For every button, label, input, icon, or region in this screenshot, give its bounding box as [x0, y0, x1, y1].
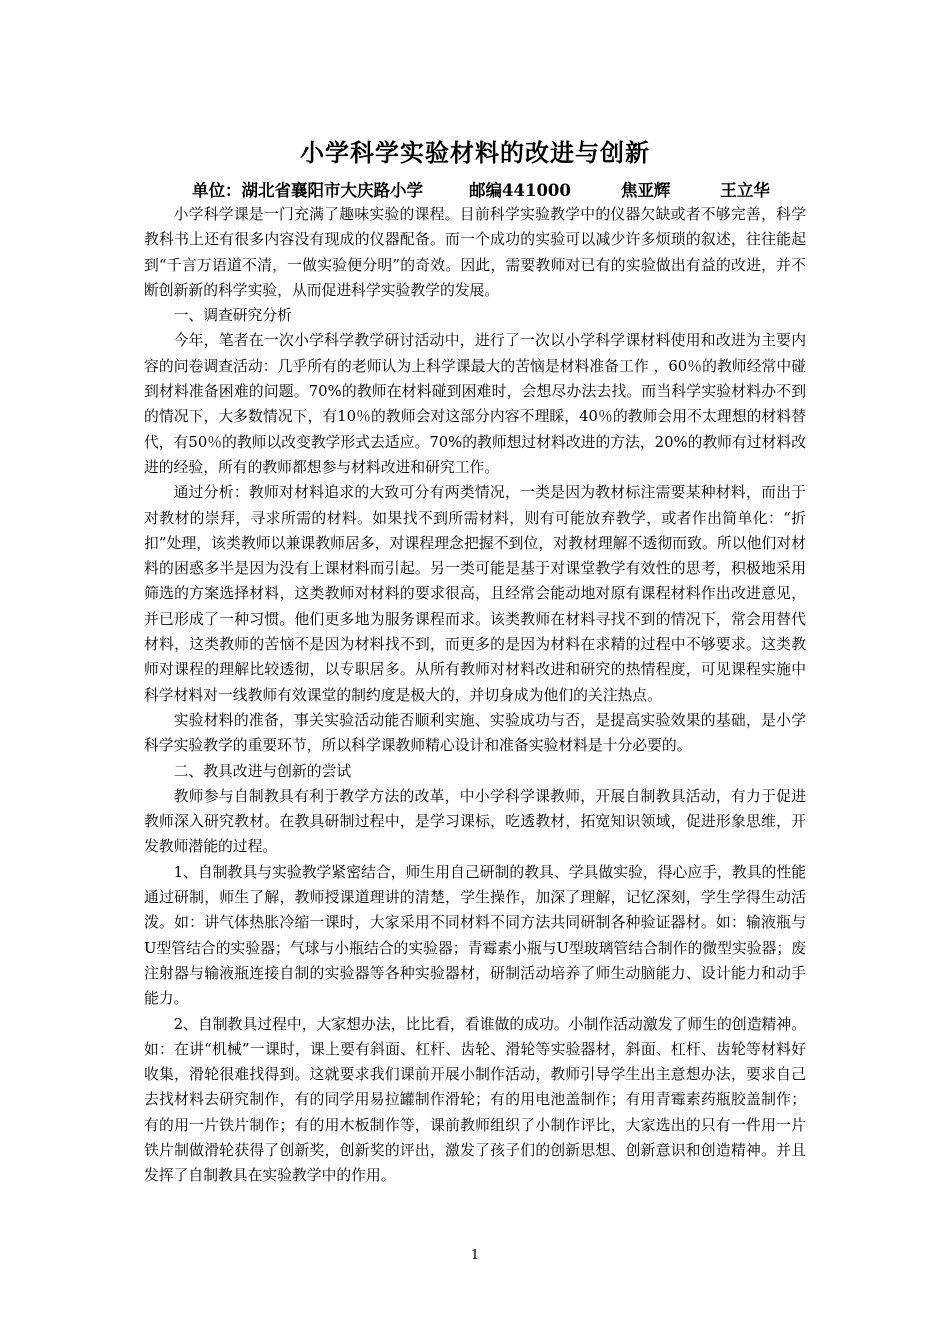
byline-author-1: 焦亚辉 — [620, 181, 671, 200]
byline-postcode: 邮编441000 — [469, 181, 571, 200]
byline — [192, 177, 770, 201]
paragraph-point-2: 2、自制教具过程中，大家想办法，比比看，看谁做的成功。小制作活动激发了师生的创造精神。如：在讲“机械”一课时，课上要有斜面、杠杆、齿轮、滑轮等实验器材，斜面、杠杆、齿轮等材料好收集，滑轮很难找得到。这就要求我们课前开展小制作活动，教师引导学生出主意想办法，要求自己去找材料去研究制作，有的同学用易拉罐制作滑轮；有的用电池盖制作；有用青霉素药瓶胶盖制作；有的用一片铁片制作；有的用木板制作等，课前教师组织了小制作评比，大家选出的只有一件用一片铁片制做滑轮获得了创新奖，创新奖的评出，激发了孩子们的创新思想、创新意识和创造精神。并且发挥了自制教具在实验教学中的作用。 — [144, 1015, 806, 1185]
paragraph-survey: 今年，笔者在一次小学科学教学研讨活动中，进行了一次以小学科学课材料使用和改进为主要内容的问卷调查活动：几乎所有的老师认为上科学课最大的苦恼是材料准备工作 ，60％的教师经常中碰到材料准备困难的问题。70%的教师在材料碰到困难时，会想尽办法去找。而当科学实验材料办不到的情况下，大多数情况下，有10％的教师会对这部分内容不理睬，40％的教师会用不太理想的材料替代，有50％的教师以改变教学形式去适应。70%的教师想过材料改进的方法，20%的教师有过材料改进的经验，所有的教师都想参与材料改进和研究工作。 — [144, 332, 806, 476]
paragraph-intro: 小学科学课是一门充满了趣味实验的课程。目前科学实验教学中的仪器欠缺或者不够完善，科学教科书上还有很多内容没有现成的仪器配备。而一个成功的实验可以减少许多烦琐的叙述，往往能起到“千言万语道不清，一做实验便分明”的奇效。因此，需要教师对已有的实验做出有益的改进，并不断创新新的科学实验，从而促进科学实验教学的发展。 — [144, 206, 806, 299]
paragraph-analysis: 通过分析：教师对材料追求的大致可分有两类情况，一类是因为教材标注需要某种材料，而出于对教材的崇拜，寻求所需的材料。如果找不到所需材料，则有可能放弃教学，或者作出简单化：“折扣”处理，该类教师以兼课教师居多，对课程理念把握不到位，对教材理解不透彻而致。所以他们对材料的困惑多半是因为没有上课材料而引起。另一类可能是基于对课堂教学有效性的思考，积极地采用筛选的方案选择材料，这类教师对材料的要求很高，且经常会能动地对原有课程材料作出改进意见，并已形成了一种习惯。他们更多地为服务课程而求。该类教师在材料寻找不到的情况下，常会用替代材料，这类教师的苦恼不是因为材料找不到，而更多的是因为材料在求精的过程中不够要求。这类教师对课程的理解比较透彻，以专职居多。从所有教师对材料改进和研究的热情程度，可见课程实施中科学材料对一线教师有效课堂的制约度是极大的，并切身成为他们的关注热点。 — [144, 484, 806, 704]
section-heading-2: 二、教具改进与创新的尝试 — [173, 762, 352, 780]
document-body — [144, 202, 806, 1189]
byline-author-2: 王立华 — [720, 181, 770, 200]
paragraph-teaching-aids: 教师参与自制教具有利于教学方法的改革，中小学科学课教师，开展自制教具活动，有力于促进教师深入研究教材。在教具研制过程中，是学习课标，吃透教材，拓宽知识领域，促进形象思维，开发教师潜能的过程。 — [144, 787, 806, 856]
section-heading-1: 一、调查研究分析 — [173, 307, 292, 325]
byline-unit: 单位：湖北省襄阳市大庆路小学 — [192, 181, 423, 200]
paragraph-preparation: 实验材料的准备，事关实验活动能否顺利实施、实验成功与否，是提高实验效果的基础，是小学科学实验教学的重要环节，所以科学课教师精心设计和准备实验材料是十分必要的。 — [144, 711, 806, 755]
page-number: 1 — [470, 1248, 480, 1263]
document-title: 小学科学实验材料的改进与创新 — [300, 139, 650, 167]
paragraph-point-1: 1、自制教具与实验教学紧密结合，师生用自己研制的教具、学具做实验，得心应手，教具的性能通过研制，师生了解，教师授课道理讲的清楚，学生操作，加深了理解，记忆深刻，学生学得生动活泼。如：讲气体热胀冷缩一课时，大家采用不同材料不同方法共同研制各种验证器材。如：输液瓶与U型管结合的实验器；气球与小瓶结合的实验器；青霉素小瓶与U型玻璃管结合制作的微型实验器；废注射器与输液瓶连接自制的实验器等各种实验器材，研制活动培养了师生动脑能力、设计能力和动手能力。 — [144, 863, 806, 1008]
